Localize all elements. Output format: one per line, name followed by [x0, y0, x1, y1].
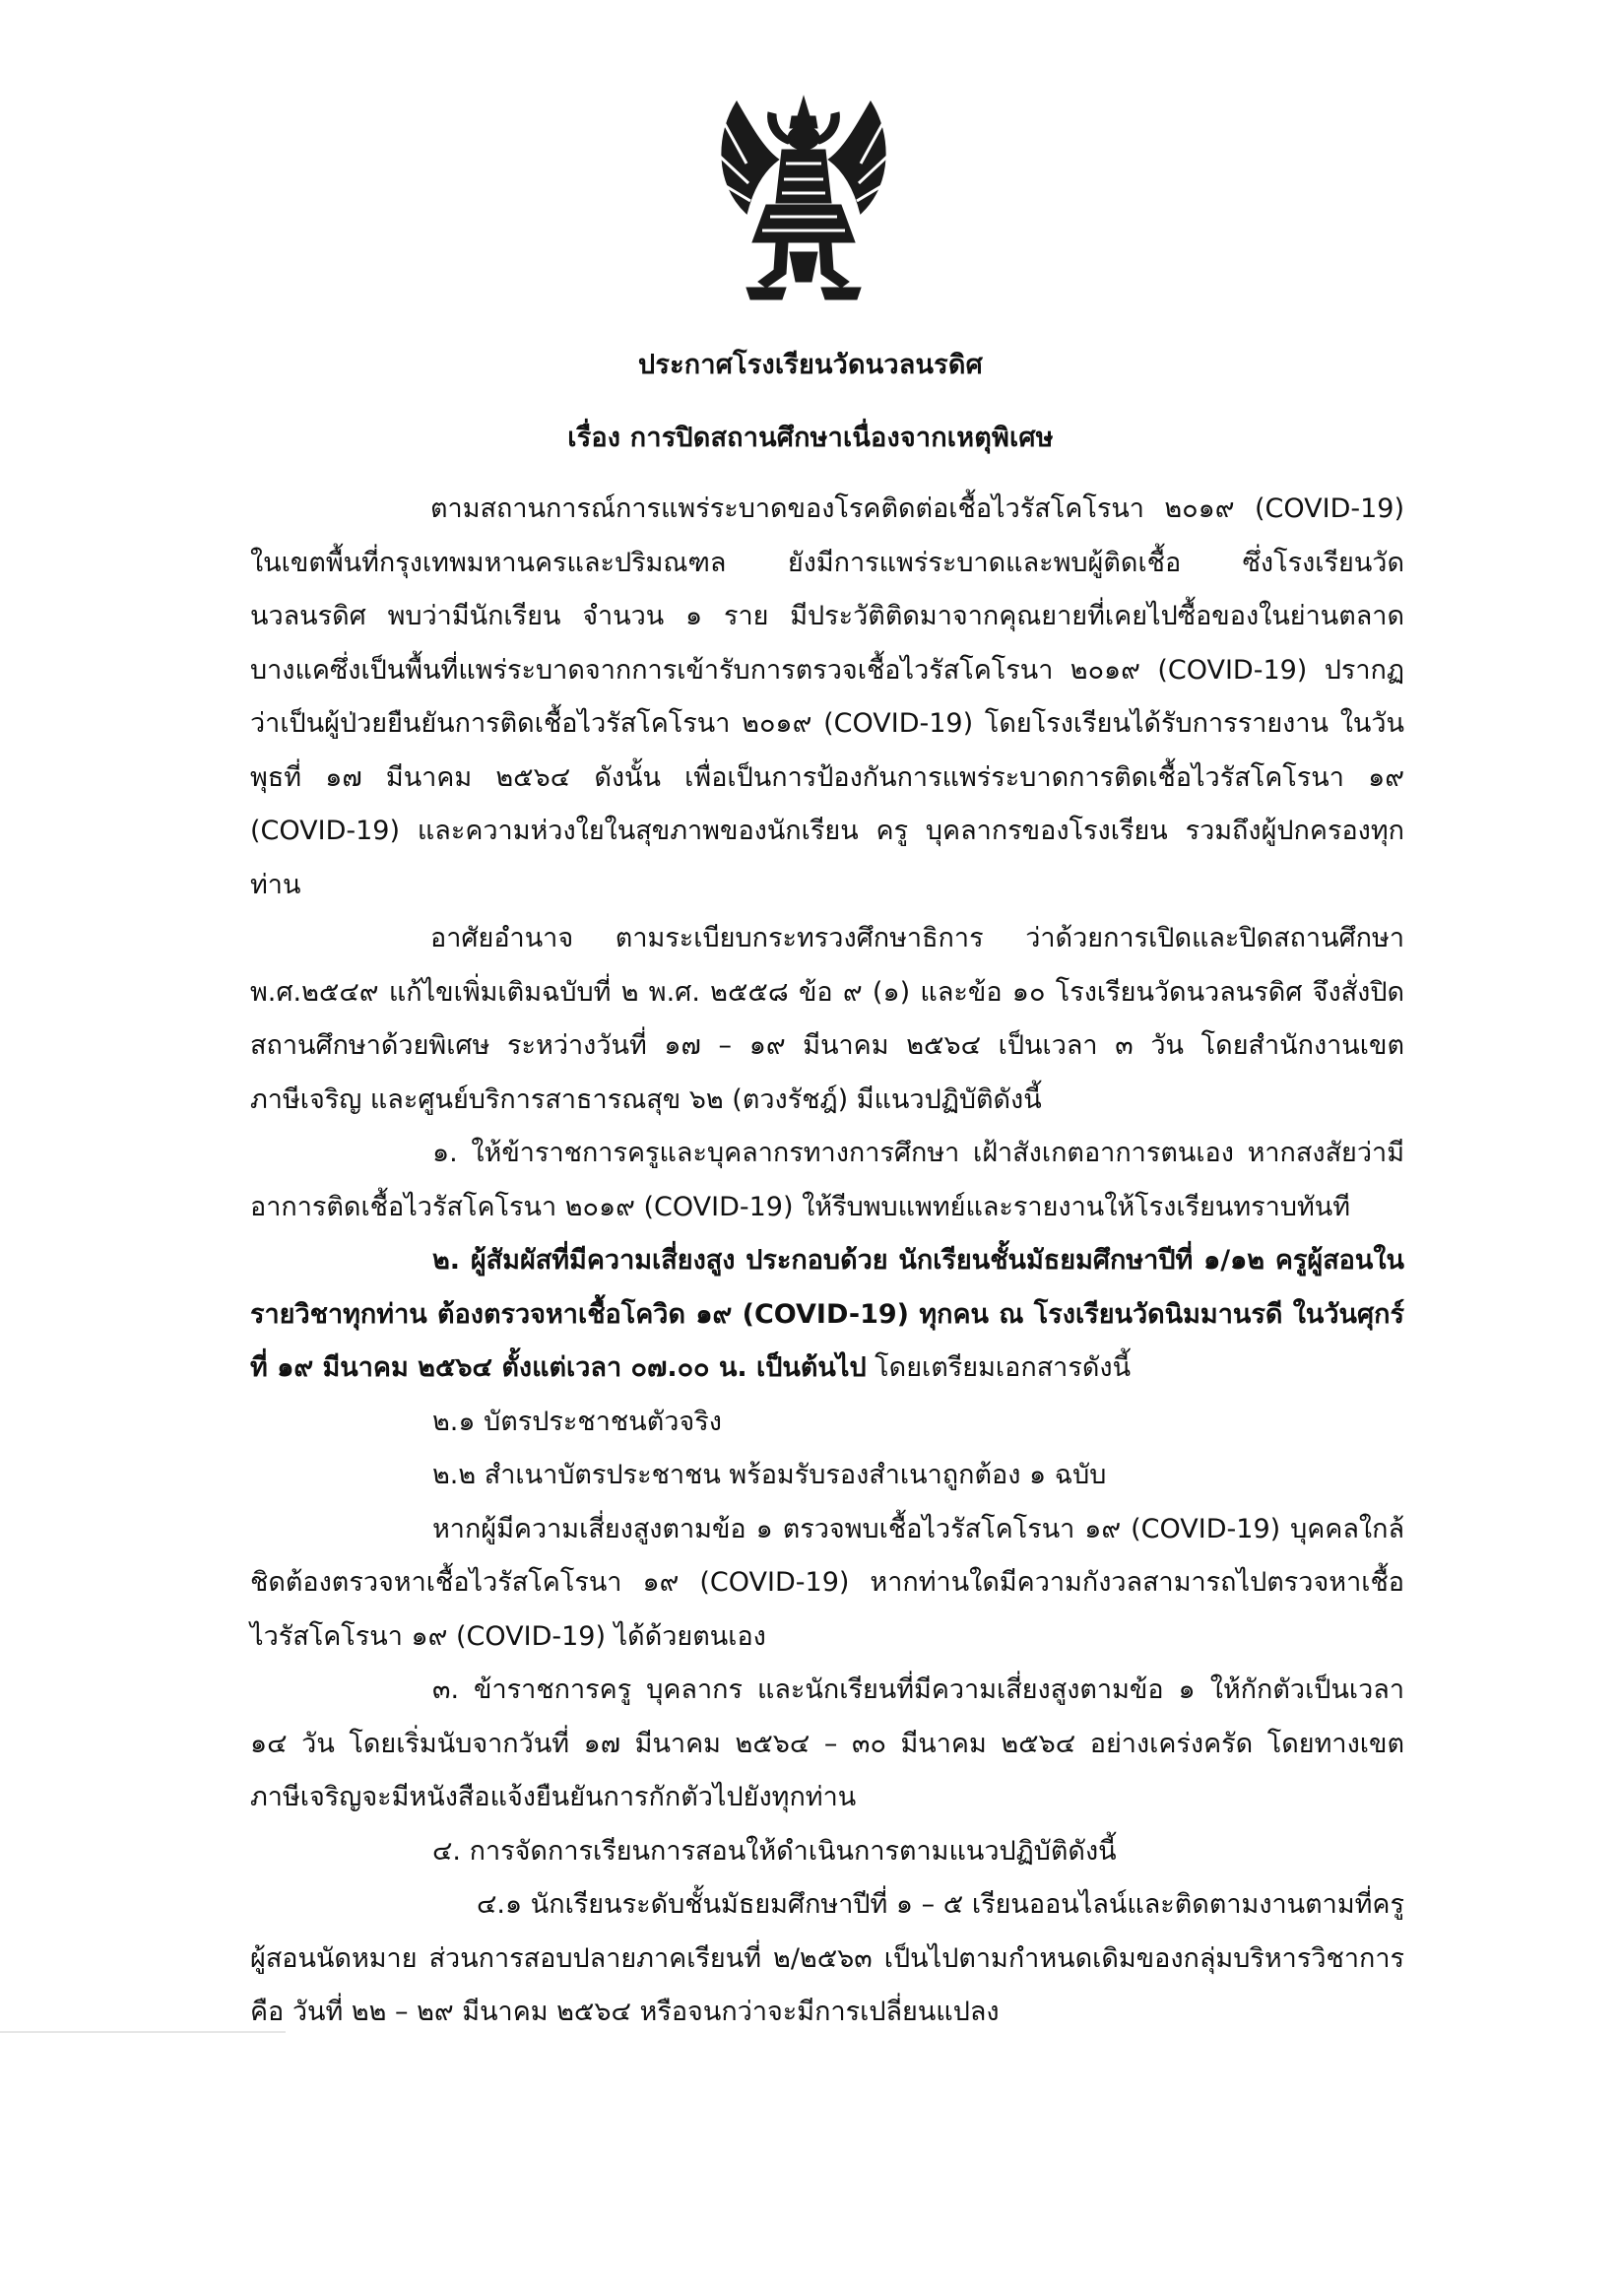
paragraph-item-2-1: ๒.๑ บัตรประชาชนตัวจริง	[432, 1406, 722, 1437]
paragraph-item-2-2: ๒.๒ สำเนาบัตรประชาชน พร้อมรับรองสำเนาถูกต้อง ๑ ฉบับ	[432, 1460, 1107, 1490]
paragraph-item-4-1: ๔.๑ นักเรียนระดับชั้นมัธยมศึกษาปีที่ ๑ – ๕ เรียนออนไลน์และติดตามงานตามที่ครูผู้สอนนัดหมาย ส่วนการสอบปลายภาคเรียนที่ ๒/๒๕๖๓ เป็นไปตามกำหนดเดิมของกลุ่มบริหารวิชาการ คือ วันที่ ๒๒ – ๒๙ มีนาคม ๒๕๖๔ หรือจนกว่าจะมีการเปลี่ยนแปลง	[250, 1889, 1404, 2027]
paragraph-item-3: ๓. ข้าราชการครู บุคลากร และนักเรียนที่มีความเสี่ยงสูงตามข้อ ๑ ให้กักตัวเป็นเวลา ๑๔ วัน โดยเริ่มนับจากวันที่ ๑๗ มีนาคม ๒๕๖๔ – ๓๐ มีนาคม ๒๕๖๔ อย่างเคร่งครัด โดยทางเขตภาษีเจริญจะมีหนังสือแจ้งยืนยันการกักตัวไปยังทุกท่าน	[250, 1674, 1404, 1812]
announcement-subject: เรื่อง การปิดสถานศึกษาเนื่องจากเหตุพิเศษ	[567, 423, 1054, 453]
paragraph-authority: อาศัยอำนาจ ตามระเบียบกระทรวงศึกษาธิการ ว่าด้วยการเปิดและปิดสถานศึกษา พ.ศ.๒๕๔๙ แก้ไขเพิ่มเติมฉบับที่ ๒ พ.ศ. ๒๕๕๘ ข้อ ๙ (๑) และข้อ ๑๐ โรงเรียนวัดนวลนรดิศ จึงสั่งปิดสถานศึกษาด้วยพิเศษ ระหว่างวันที่ ๑๗ – ๑๙ มีนาคม ๒๕๖๔ เป็นเวลา ๓ วัน โดยสำนักงานเขตภาษีเจริญ และศูนย์บริการสาธารณสุข ๖๒ (ตวงรัชฎ์) มีแนวปฏิบัติดังนี้	[250, 923, 1404, 1115]
paragraph-item-4: ๔. การจัดการเรียนการสอนให้ดำเนินการตามแนวปฏิบัติดังนี้	[432, 1835, 1117, 1867]
paragraph-risk-note: หากผู้มีความเสี่ยงสูงตามข้อ ๑ ตรวจพบเชื้อไวรัสโคโรนา ๑๙ (COVID-19) บุคคลใกล้ชิดต้องตรวจหาเชื้อไวรัสโคโรนา ๑๙ (COVID-19) หากท่านใดมีความกังวลสามารถไปตรวจหาเชื้อไวรัสโคโรนา ๑๙ (COVID-19) ได้ด้วยตนเอง	[250, 1513, 1404, 1652]
paragraph-item-2	[250, 1234, 1404, 1396]
garuda-emblem-icon	[707, 95, 900, 301]
paragraph-item-1: ๑. ให้ข้าราชการครูและบุคลากรทางการศึกษา เฝ้าสังเกตอาการตนเอง หากสงสัยว่ามีอาการติดเชื้อไวรัสโคโรนา ๒๐๑๙ (COVID-19) ให้รีบพบแพทย์และรายงานให้โรงเรียนทราบทันที	[250, 1138, 1404, 1222]
paragraph-intro: ตามสถานการณ์การแพร่ระบาดของโรคติดต่อเชื้อไวรัสโคโรนา ๒๐๑๙ (COVID-19) ในเขตพื้นที่กรุงเทพมหานครและปริมณฑล ยังมีการแพร่ระบาดและพบผู้ติดเชื้อ ซึ่งโรงเรียนวัดนวลนรดิศ พบว่ามีนักเรียน จำนวน ๑ ราย มีประวัติติดมาจากคุณยายที่เคยไปซื้อของในย่านตลาดบางแคซึ่งเป็นพื้นที่แพร่ระบาดจากการเข้ารับการตรวจเชื้อไวรัสโคโรนา ๒๐๑๙ (COVID-19) ปรากฏว่าเป็นผู้ป่วยยืนยันการติดเชื้อไวรัสโคโรนา ๒๐๑๙ (COVID-19) โดยโรงเรียนได้รับการรายงาน ในวันพุธที่ ๑๗ มีนาคม ๒๕๖๔ ดังนั้น เพื่อเป็นการป้องกันการแพร่ระบาดการติดเชื้อไวรัสโคโรนา ๑๙ (COVID-19) และความห่วงใยในสุขภาพของนักเรียน ครู บุคลากรของโรงเรียน รวมถึงผู้ปกครองทุกท่าน	[250, 493, 1404, 900]
scan-margin-line	[0, 2031, 286, 2033]
announcement-title: ประกาศโรงเรียนวัดนวลนรดิศ	[638, 350, 983, 380]
announcement-body	[250, 483, 1404, 2040]
item-2-rest-text: โดยเตรียมเอกสารดังนี้	[866, 1352, 1132, 1383]
item-2-bold-text: ๒. ผู้สัมผัสที่มีความเสี่ยงสูง ประกอบด้วย นักเรียนชั้นมัธยมศึกษาปีที่ ๑/๑๒ ครูผู้สอนในรายวิชาทุกท่าน ต้องตรวจหาเชื้อโควิด ๑๙ (COVID-19) ทุกคน ณ โรงเรียนวัดนิมมานรดี ในวันศุกร์ที่ ๑๙ มีนาคม ๒๕๖๔ ตั้งแต่เวลา ๐๗.๐๐ น. เป็นต้นไป	[250, 1245, 1404, 1383]
